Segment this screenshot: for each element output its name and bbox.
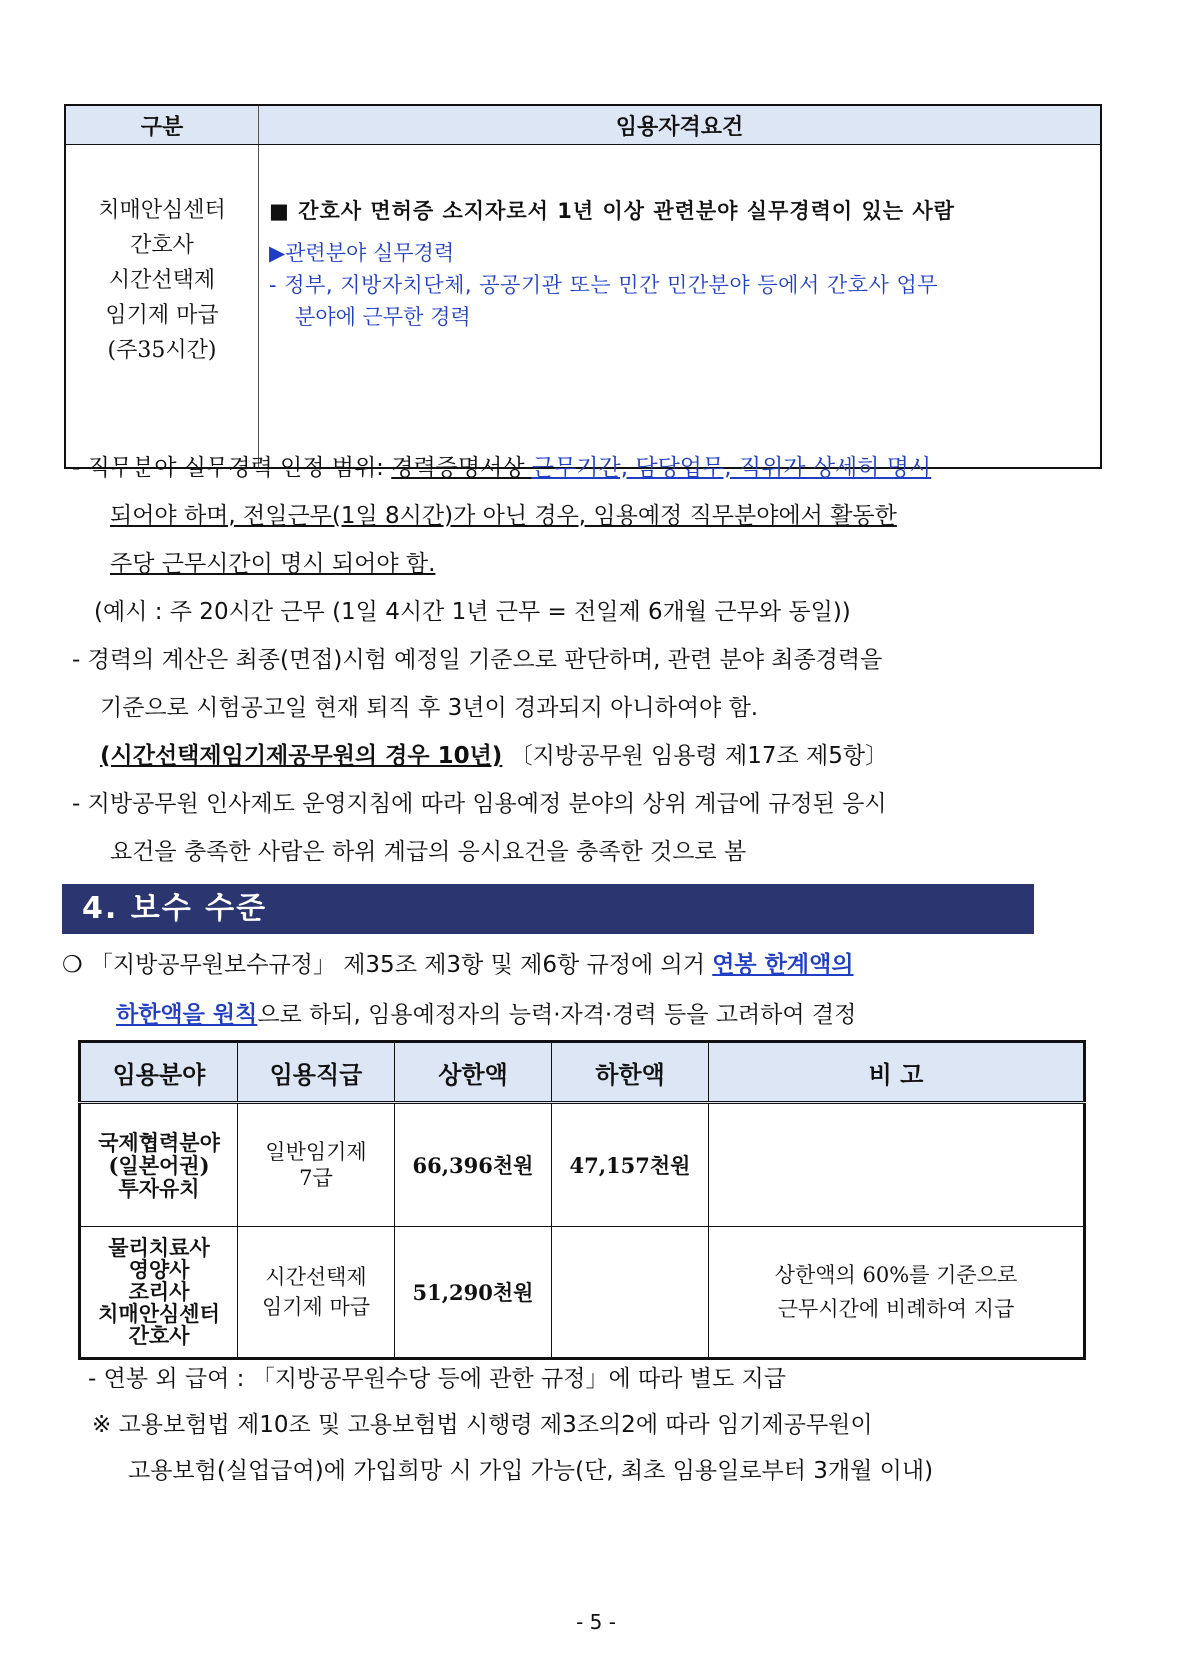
note-text: 요건을 충족한 사람은 하위 계급의 응시요건을 충족한 것으로 봄 bbox=[110, 839, 747, 865]
page-number: - 5 - bbox=[576, 1610, 616, 1634]
pay-field-line: 영양사 bbox=[128, 1257, 190, 1282]
pay-grade-cell bbox=[238, 1227, 395, 1359]
note-text: - 지방공무원 인사제도 운영지침에 따라 임용예정 분야의 상위 계급에 규정된 응시 bbox=[72, 791, 887, 817]
pay-upper-cell: 51,290천원 bbox=[395, 1227, 552, 1359]
pay-header-upper: 상한액 bbox=[395, 1042, 552, 1103]
pay-field-line: 투자유치 bbox=[118, 1175, 200, 1201]
pay-field-cell bbox=[80, 1227, 238, 1359]
related-experience-line1: - 정부, 지방자치단체, 공공기관 또는 민간 민간분야 등에서 간호사 업무 bbox=[269, 273, 939, 297]
pay-header-field: 임용분야 bbox=[80, 1042, 238, 1103]
pay-field-line: (일본어권) bbox=[108, 1152, 210, 1178]
pay-grade-line: 임기제 마급 bbox=[261, 1295, 371, 1319]
note-example: (예시 : 주 20시간 근무 (1일 4시간 1년 근무 = 전일제 6개월 근무와 동일)) bbox=[94, 599, 851, 625]
pay-grade-cell bbox=[238, 1103, 395, 1227]
pay-note-line: 근무시간에 비례하여 지급 bbox=[777, 1297, 1015, 1321]
pay-intro-highlight: 연봉 한계액의 bbox=[712, 952, 854, 978]
pay-lower-cell: 47,157천원 bbox=[552, 1103, 709, 1227]
footer-note-insurance-1: ※ 고용보험법 제10조 및 고용보험법 시행령 제3조의2에 따라 임기제공무원이 bbox=[92, 1412, 873, 1438]
pay-field-line: 물리치료사 bbox=[108, 1235, 210, 1260]
requirements-cell bbox=[259, 145, 1102, 469]
note-text: 경력증명서상 bbox=[391, 455, 532, 481]
note-text: 되어야 하며, 전일근무(1일 8시간)가 아닌 경우, 임용예정 직무분야에서 활동한 bbox=[110, 503, 897, 529]
pay-header-row bbox=[80, 1042, 1085, 1103]
pay-note-line: 상한액의 60%를 기준으로 bbox=[774, 1263, 1018, 1287]
pay-header-note: 비 고 bbox=[709, 1042, 1085, 1103]
pay-header-grade: 임용직급 bbox=[238, 1042, 395, 1103]
requirements-table bbox=[64, 104, 1102, 469]
main-requirement: ■ 간호사 면허증 소지자로서 1년 이상 관련분야 실무경력이 있는 사람 bbox=[269, 199, 955, 223]
related-experience-title: ▶관련분야 실무경력 bbox=[269, 241, 455, 265]
pay-table bbox=[78, 1040, 1086, 1360]
pay-note-cell bbox=[709, 1103, 1085, 1227]
pay-intro-text: ❍ 「지방공무원보수규정」 제35조 제3항 및 제6항 규정에 의거 bbox=[62, 952, 713, 978]
pay-row bbox=[80, 1103, 1085, 1227]
category-line: 시간선택제 bbox=[108, 268, 216, 293]
note-highlight: 근무기간, 담당업무, 직위가 상세히 명시 bbox=[531, 455, 932, 481]
note-experience-scope bbox=[72, 444, 1092, 636]
pay-intro-text: 으로 하되, 임용예정자의 능력·자격·경력 등을 고려하여 결정 bbox=[257, 1002, 857, 1028]
pay-field-line: 조리사 bbox=[128, 1279, 190, 1304]
note-underline: (시간선택제임기제공무원의 경우 10년) bbox=[100, 743, 503, 769]
pay-intro-highlight: 하한액을 원칙 bbox=[116, 1002, 258, 1028]
category-line: 임기제 마급 bbox=[105, 303, 219, 328]
note-guideline bbox=[72, 780, 1092, 876]
category-cell bbox=[65, 145, 259, 469]
pay-field-line: 국제협력분야 bbox=[98, 1129, 220, 1155]
footer-note-extra-pay: - 연봉 외 급여 : 「지방공무원수당 등에 관한 규정」에 따라 별도 지급 bbox=[88, 1366, 786, 1392]
pay-row bbox=[80, 1227, 1085, 1359]
requirements-row bbox=[65, 145, 1101, 469]
pay-grade-line: 일반임기제 bbox=[265, 1140, 367, 1164]
pay-field-cell bbox=[80, 1103, 238, 1227]
header-category: 구분 bbox=[65, 105, 259, 145]
related-experience-line2: 분야에 근무한 경력 bbox=[295, 305, 471, 329]
note-experience-calc bbox=[72, 636, 1092, 780]
note-text: 〔지방공무원 임용령 제17조 제5항〕 bbox=[509, 743, 889, 769]
pay-intro bbox=[62, 940, 1082, 1040]
pay-upper-cell: 66,396천원 bbox=[395, 1103, 552, 1227]
pay-note-cell bbox=[709, 1227, 1085, 1359]
pay-field-line: 치매안심센터 bbox=[98, 1301, 220, 1326]
pay-field-line: 간호사 bbox=[128, 1323, 190, 1348]
note-text: 기준으로 시험공고일 현재 퇴직 후 3년이 경과되지 아니하여야 함. bbox=[100, 695, 759, 721]
category-line: (주35시간) bbox=[107, 338, 217, 363]
pay-lower-cell bbox=[552, 1227, 709, 1359]
category-line: 간호사 bbox=[130, 233, 194, 258]
note-text: - 직무분야 실무경력 인정 범위: bbox=[72, 455, 392, 481]
note-text: 주당 근무시간이 명시 되어야 함. bbox=[110, 551, 436, 577]
requirements-header-row bbox=[65, 105, 1101, 145]
section-title: 4. 보수 수준 bbox=[62, 884, 1034, 934]
pay-header-lower: 하한액 bbox=[552, 1042, 709, 1103]
pay-grade-line: 시간선택제 bbox=[265, 1265, 367, 1289]
note-text: - 경력의 계산은 최종(면접)시험 예정일 기준으로 판단하며, 관련 분야 최종경력을 bbox=[72, 647, 883, 673]
footer-note-insurance-2: 고용보험(실업급여)에 가입희망 시 가입 가능(단, 최초 임용일로부터 3개월 이내) bbox=[128, 1458, 934, 1484]
category-line: 치매안심센터 bbox=[98, 198, 226, 223]
header-requirements: 임용자격요건 bbox=[259, 105, 1102, 145]
pay-grade-line: 7급 bbox=[299, 1166, 333, 1190]
